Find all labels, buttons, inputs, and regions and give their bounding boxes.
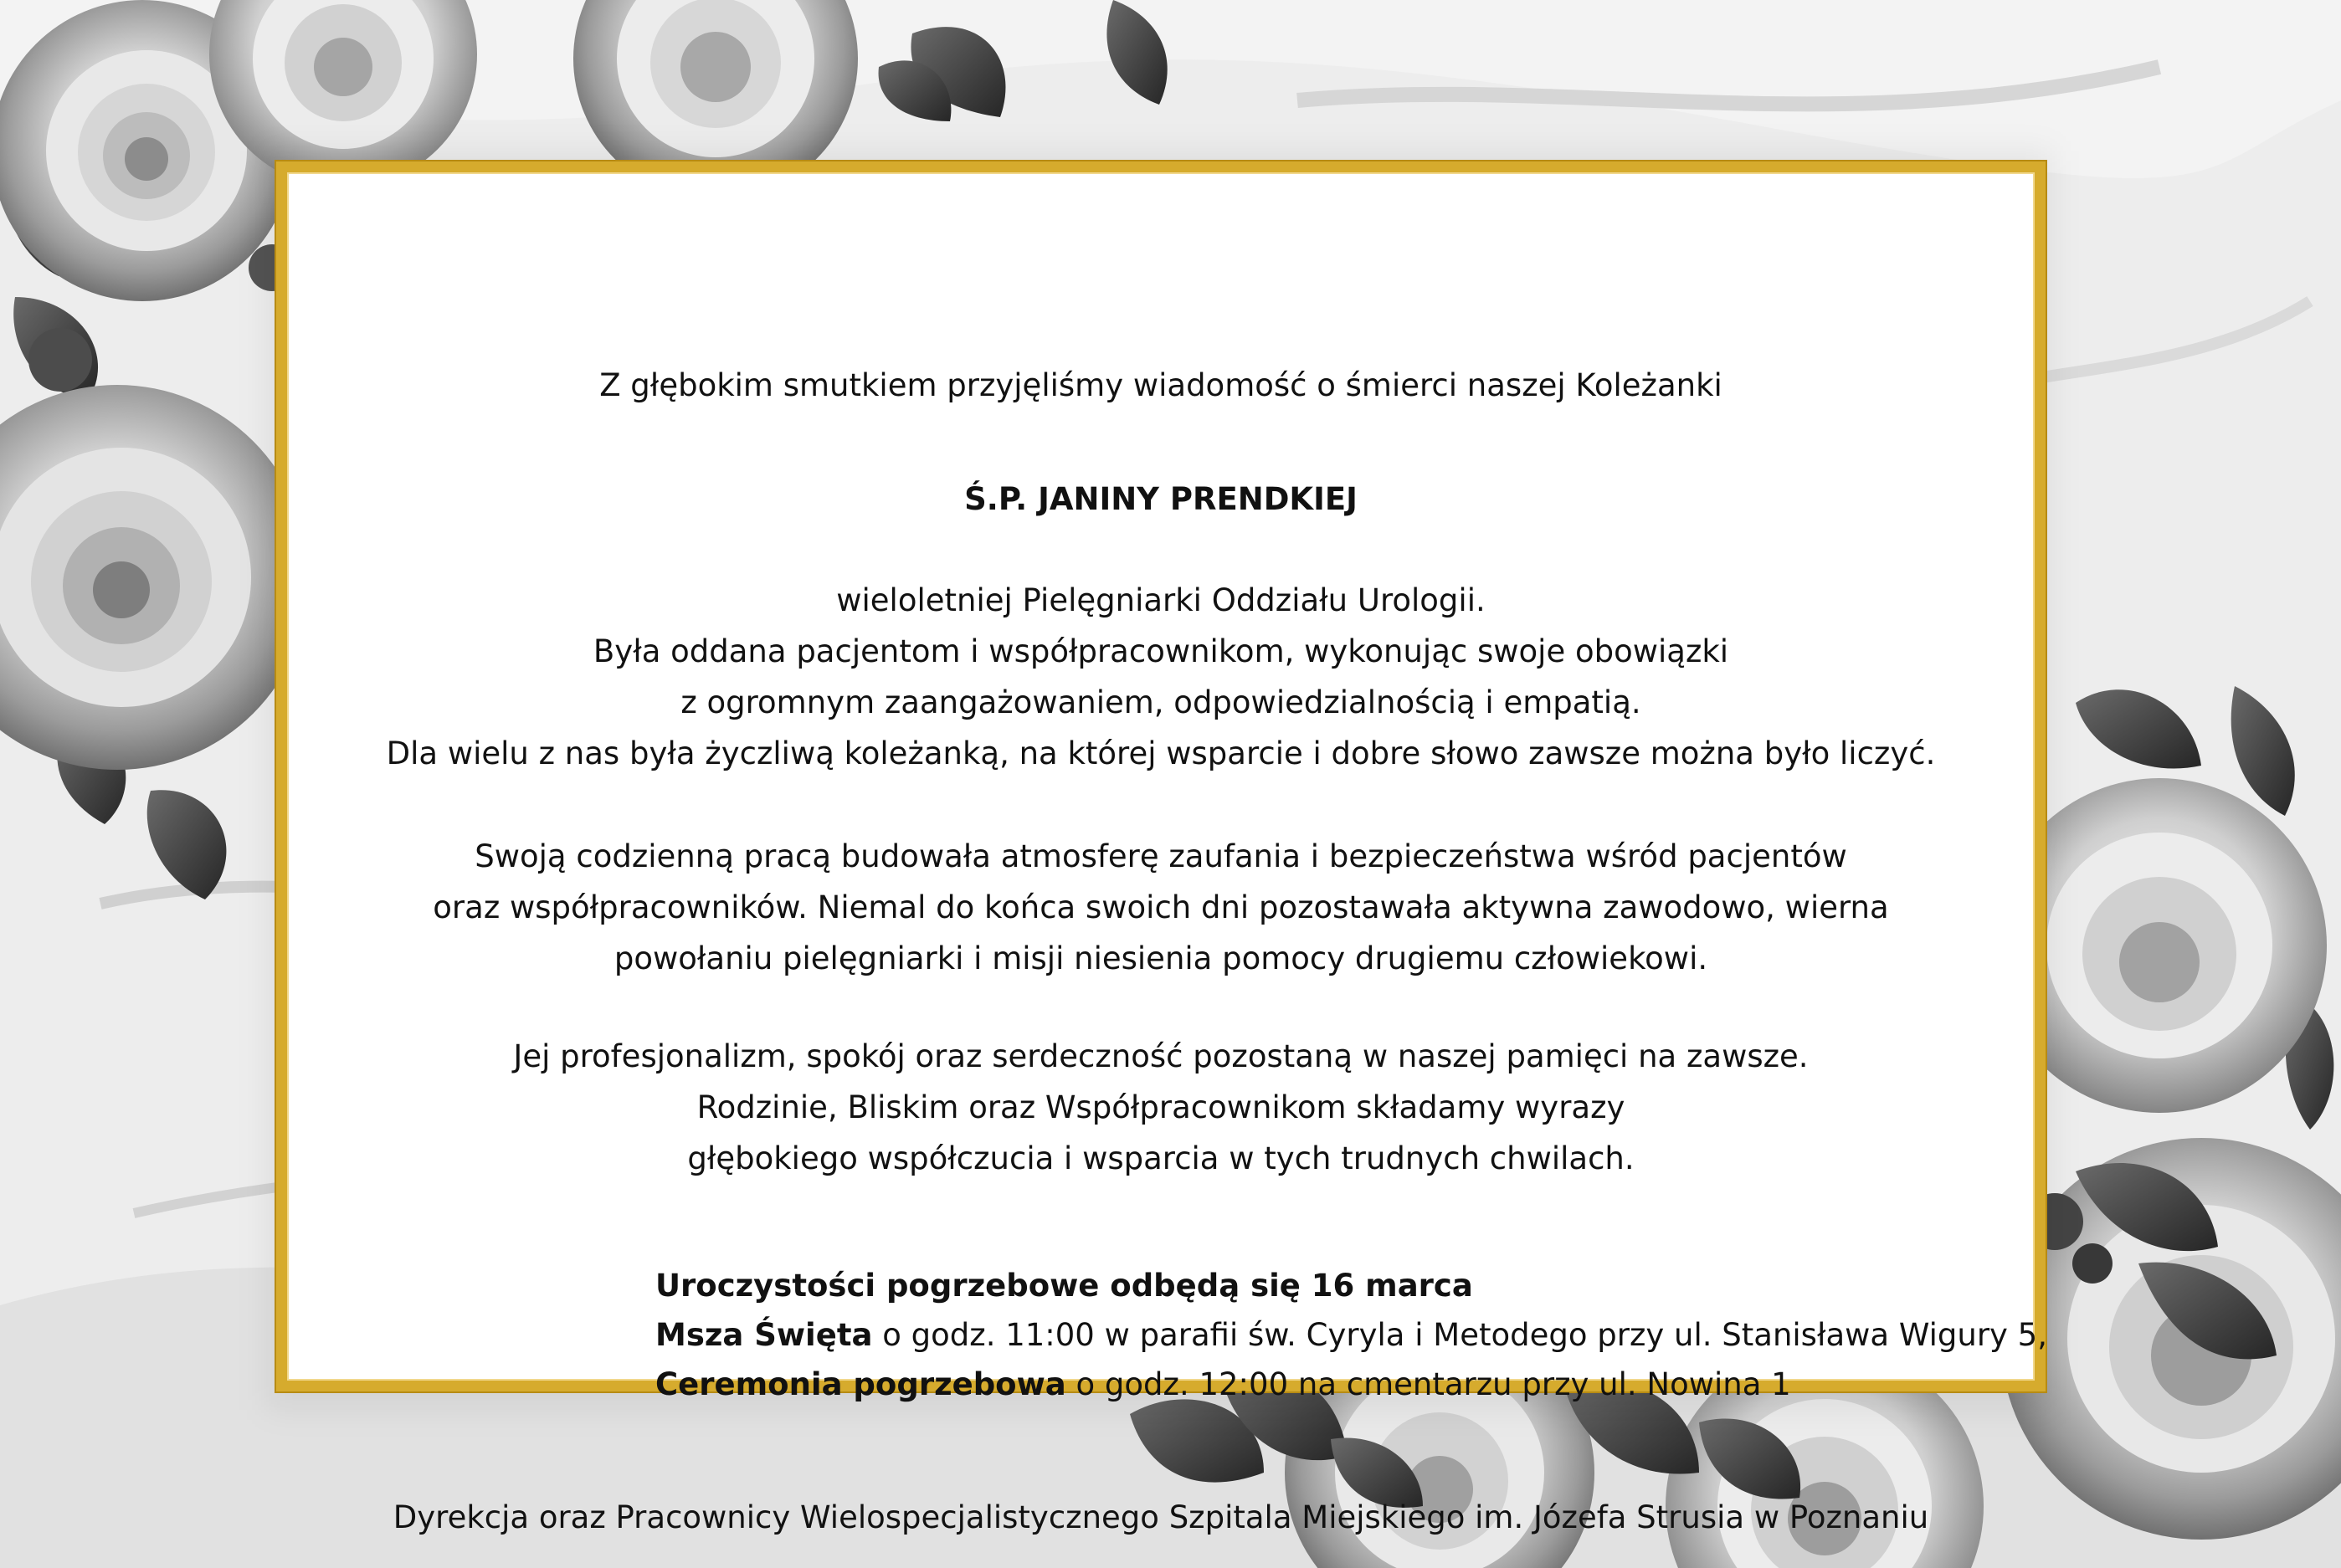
paragraph-2-line-1: Swoją codzienną pracą budowała atmosferę zaufania i bezpieczeństwa wśród pacjentów	[475, 838, 1847, 874]
paragraph-3	[287, 1031, 2035, 1184]
intro-line: Z głębokim smutkiem przyjęliśmy wiadomość o śmierci naszej Koleżanki	[599, 367, 1722, 403]
funeral-details	[655, 1261, 2047, 1409]
deceased-name: Ś.P. JANINY PRENDKIEJ	[964, 481, 1358, 517]
paragraph-3-line-2: Rodzinie, Bliskim oraz Współpracownikom składamy wyrazy	[696, 1089, 1625, 1125]
obituary-card	[276, 161, 2047, 1535]
paragraph-1-line-1: wieloletniej Pielęgniarki Oddziału Urologii.	[836, 582, 1486, 618]
paragraph-2	[287, 831, 2035, 984]
paragraph-3-line-1: Jej profesjonalizm, spokój oraz serdeczność pozostaną w naszej pamięci na zawsze.	[513, 1038, 1809, 1074]
ceremony-line	[655, 1360, 2047, 1409]
mass-label: Msza Święta	[655, 1317, 873, 1353]
obituary-content	[287, 172, 2047, 1535]
paragraph-1-line-3: z ogromnym zaangażowaniem, odpowiedzialnością i empatią.	[680, 684, 1641, 720]
paragraph-3-line-3: głębokiego współczucia i wsparcia w tych trudnych chwilach.	[687, 1140, 1635, 1176]
mass-line	[655, 1310, 2047, 1360]
paragraph-1-line-4: Dla wielu z nas była życzliwą koleżanką, na której wsparcie i dobre słowo zawsze można było liczyć.	[386, 735, 1936, 771]
paragraph-2-line-2: oraz współpracowników. Niemal do końca swoich dni pozostawała aktywna zawodowo, wierna	[433, 889, 1889, 925]
ceremony-label: Ceremonia pogrzebowa	[655, 1366, 1066, 1402]
paragraph-1-line-2: Była oddana pacjentom i współpracownikom, wykonując swoje obowiązki	[593, 633, 1729, 669]
paragraph-2-line-3: powołaniu pielęgniarki i misji niesienia pomocy drugiemu człowiekowi.	[613, 940, 1708, 976]
funeral-heading: Uroczystości pogrzebowe odbędą się 16 marca	[655, 1268, 1473, 1304]
ceremony-text: o godz. 12:00 na cmentarzu przy ul. Nowina 1	[1065, 1366, 1791, 1402]
mass-text: o godz. 11:00 w parafii św. Cyryla i Metodego przy ul. Stanisława Wigury 5,	[872, 1317, 2047, 1353]
signature: Dyrekcja oraz Pracownicy Wielospecjalistycznego Szpitala Miejskiego im. Józefa Strusia w Poznaniu	[393, 1499, 1929, 1535]
paragraph-1	[287, 575, 2035, 779]
